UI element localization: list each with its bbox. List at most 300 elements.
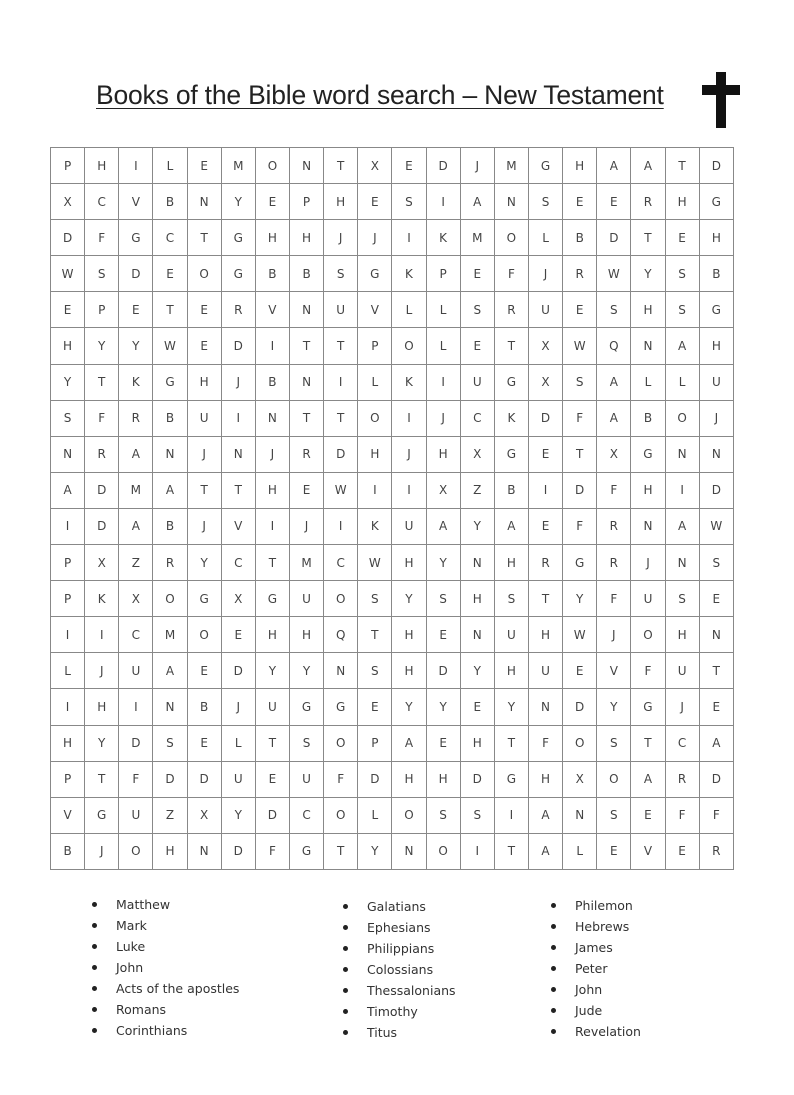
grid-cell: N [563,797,597,833]
grid-cell: X [426,472,460,508]
grid-cell: F [631,653,665,689]
bullet-icon [343,1030,348,1035]
word-list-item [551,1021,641,1042]
word-label: Luke [116,939,146,954]
grid-cell: T [699,653,733,689]
grid-cell: D [563,472,597,508]
grid-cell: O [392,797,426,833]
grid-cell: Y [255,653,289,689]
bullet-icon [551,903,556,908]
grid-cell: M [460,220,494,256]
bullet-icon [551,966,556,971]
word-list-item [551,937,641,958]
word-list-item [551,979,641,1000]
bullet-icon [92,944,97,949]
grid-cell: F [597,472,631,508]
grid-cell: K [392,256,426,292]
grid-cell: J [358,220,392,256]
grid-cell: K [85,581,119,617]
grid-row [51,653,734,689]
grid-cell: H [699,328,733,364]
word-list-item [343,1001,456,1022]
grid-cell: Y [426,545,460,581]
word-label: Titus [367,1025,398,1040]
grid-cell: S [460,797,494,833]
grid-cell: G [153,364,187,400]
grid-cell: U [255,689,289,725]
grid-cell: H [255,472,289,508]
grid-cell: T [255,725,289,761]
grid-cell: T [631,725,665,761]
grid-cell: G [85,797,119,833]
grid-cell: K [358,508,392,544]
grid-cell: Y [460,653,494,689]
grid-cell: E [460,328,494,364]
grid-cell: E [187,653,221,689]
grid-cell: R [563,256,597,292]
grid-cell: F [85,220,119,256]
word-label: Jude [575,1003,603,1018]
grid-cell: W [324,472,358,508]
grid-cell: S [324,256,358,292]
grid-cell: L [563,833,597,869]
grid-cell: E [153,256,187,292]
grid-cell: E [665,833,699,869]
grid-cell: G [358,256,392,292]
grid-cell: T [358,617,392,653]
grid-cell: C [324,545,358,581]
grid-cell: M [153,617,187,653]
grid-row [51,256,734,292]
grid-cell: T [221,472,255,508]
grid-cell: H [494,653,528,689]
grid-cell: D [153,761,187,797]
bullet-icon [343,967,348,972]
grid-cell: H [255,617,289,653]
grid-cell: G [289,833,323,869]
grid-cell: L [358,797,392,833]
grid-cell: H [665,617,699,653]
grid-cell: E [699,689,733,725]
grid-cell: L [426,292,460,328]
grid-cell: G [324,689,358,725]
grid-cell: I [460,833,494,869]
grid-cell: I [51,508,85,544]
grid-cell: R [221,292,255,328]
word-label: Matthew [116,897,171,912]
grid-cell: D [51,220,85,256]
grid-cell: A [51,472,85,508]
grid-cell: A [528,797,562,833]
grid-cell: I [358,472,392,508]
grid-cell: D [85,508,119,544]
grid-cell: H [153,833,187,869]
grid-cell: B [289,256,323,292]
grid-cell: X [528,328,562,364]
grid-cell: J [631,545,665,581]
grid-cell: D [221,653,255,689]
grid-cell: N [494,184,528,220]
grid-cell: E [187,725,221,761]
grid-cell: E [665,220,699,256]
grid-cell: W [563,617,597,653]
word-list-item [343,980,456,1001]
grid-cell: U [289,581,323,617]
grid-cell: T [324,833,358,869]
word-label: Colossians [367,962,434,977]
grid-cell: E [597,833,631,869]
grid-cell: J [187,508,221,544]
grid-cell: T [324,148,358,184]
grid-cell: R [85,436,119,472]
grid-cell: P [51,545,85,581]
grid-cell: I [85,617,119,653]
word-list-item [92,1020,239,1041]
grid-cell: N [392,833,426,869]
grid-cell: D [699,148,733,184]
grid-cell: S [51,400,85,436]
grid-cell: M [119,472,153,508]
grid-cell: S [289,725,323,761]
grid-cell: Q [324,617,358,653]
grid-cell: Y [631,256,665,292]
grid-cell: H [392,761,426,797]
grid-cell: B [187,689,221,725]
grid-cell: F [563,400,597,436]
grid-cell: E [631,797,665,833]
grid-cell: J [221,364,255,400]
bullet-icon [92,902,97,907]
bullet-icon [92,986,97,991]
word-label: Thessalonians [367,983,456,998]
grid-cell: Y [289,653,323,689]
grid-cell: N [665,545,699,581]
grid-cell: Y [392,689,426,725]
grid-cell: O [563,725,597,761]
word-list-item [551,1000,641,1021]
grid-cell: H [631,292,665,328]
grid-row [51,292,734,328]
grid-cell: N [528,689,562,725]
grid-cell: H [85,148,119,184]
word-list-item [92,915,239,936]
grid-cell: H [187,364,221,400]
grid-cell: J [85,833,119,869]
grid-cell: T [85,761,119,797]
grid-row [51,148,734,184]
cross-icon [702,72,740,128]
grid-row [51,797,734,833]
word-list-item [92,999,239,1020]
grid-cell: R [494,292,528,328]
grid-cell: L [153,148,187,184]
grid-cell: S [358,653,392,689]
grid-cell: I [221,400,255,436]
grid-cell: I [255,508,289,544]
grid-cell: H [563,148,597,184]
word-list-item [92,978,239,999]
grid-cell: D [426,148,460,184]
grid-cell: N [289,364,323,400]
grid-cell: S [426,581,460,617]
grid-cell: E [187,328,221,364]
grid-cell: J [699,400,733,436]
grid-cell: N [187,184,221,220]
grid-cell: O [187,256,221,292]
grid-cell: L [358,364,392,400]
grid-cell: U [528,292,562,328]
grid-cell: J [426,400,460,436]
grid-cell: U [119,653,153,689]
grid-cell: A [631,761,665,797]
grid-cell: S [494,581,528,617]
grid-cell: A [665,328,699,364]
grid-row [51,328,734,364]
grid-cell: C [289,797,323,833]
grid-cell: N [255,400,289,436]
grid-cell: J [528,256,562,292]
grid-cell: S [597,797,631,833]
grid-cell: H [392,545,426,581]
grid-cell: G [631,436,665,472]
grid-cell: F [324,761,358,797]
grid-cell: G [187,581,221,617]
grid-cell: Y [85,328,119,364]
grid-cell: B [563,220,597,256]
word-list-item [343,938,456,959]
grid-cell: F [528,725,562,761]
grid-cell: X [528,364,562,400]
word-list-item [551,916,641,937]
grid-cell: O [426,833,460,869]
grid-cell: V [597,653,631,689]
grid-cell: S [460,292,494,328]
grid-cell: H [528,617,562,653]
grid-cell: F [85,400,119,436]
grid-cell: O [358,400,392,436]
grid-cell: A [494,508,528,544]
word-list-column-1 [92,894,239,1041]
bullet-icon [551,1008,556,1013]
grid-cell: E [563,292,597,328]
grid-cell: R [153,545,187,581]
grid-row [51,725,734,761]
grid-cell: F [563,508,597,544]
grid-cell: I [51,689,85,725]
grid-cell: A [528,833,562,869]
grid-cell: A [119,436,153,472]
grid-cell: P [289,184,323,220]
grid-cell: B [153,400,187,436]
grid-cell: Q [597,328,631,364]
grid-cell: S [392,184,426,220]
grid-cell: I [392,220,426,256]
grid-cell: E [392,148,426,184]
grid-cell: T [494,328,528,364]
grid-cell: L [665,364,699,400]
grid-cell: T [187,472,221,508]
grid-cell: J [665,689,699,725]
grid-cell: E [426,617,460,653]
word-label: Timothy [367,1004,418,1019]
grid-cell: A [699,725,733,761]
grid-cell: E [187,292,221,328]
grid-cell: S [426,797,460,833]
grid-cell: B [51,833,85,869]
grid-cell: Z [119,545,153,581]
grid-cell: G [119,220,153,256]
grid-cell: A [631,148,665,184]
grid-cell: A [153,472,187,508]
grid-row [51,545,734,581]
grid-cell: T [528,581,562,617]
grid-cell: I [324,364,358,400]
grid-cell: V [51,797,85,833]
grid-cell: Y [221,797,255,833]
grid-cell: G [494,364,528,400]
grid-cell: E [563,653,597,689]
grid-cell: I [51,617,85,653]
grid-cell: O [187,617,221,653]
grid-row [51,220,734,256]
grid-cell: T [631,220,665,256]
grid-cell: X [597,436,631,472]
grid-cell: F [665,797,699,833]
grid-cell: J [221,689,255,725]
grid-cell: O [324,797,358,833]
grid-cell: X [187,797,221,833]
word-list-item [343,896,456,917]
grid-cell: N [699,436,733,472]
grid-row [51,436,734,472]
grid-cell: G [255,581,289,617]
grid-cell: L [631,364,665,400]
grid-cell: N [289,292,323,328]
bullet-icon [551,945,556,950]
page-title: Books of the Bible word search – New Testament [96,80,664,110]
grid-cell: U [187,400,221,436]
grid-cell: O [324,725,358,761]
grid-cell: H [324,184,358,220]
grid-cell: E [358,689,392,725]
grid-cell: V [221,508,255,544]
grid-cell: A [597,148,631,184]
grid-cell: T [289,400,323,436]
grid-cell: F [119,761,153,797]
grid-cell: T [563,436,597,472]
grid-cell: N [631,508,665,544]
grid-cell: S [153,725,187,761]
grid-cell: C [85,184,119,220]
grid-cell: K [392,364,426,400]
grid-cell: Z [153,797,187,833]
grid-cell: D [187,761,221,797]
grid-cell: D [563,689,597,725]
bullet-icon [92,923,97,928]
grid-cell: U [392,508,426,544]
grid-cell: T [153,292,187,328]
bullet-icon [343,1009,348,1014]
grid-cell: D [699,472,733,508]
grid-cell: A [153,653,187,689]
grid-cell: C [460,400,494,436]
grid-cell: S [358,581,392,617]
grid-cell: N [289,148,323,184]
grid-cell: O [392,328,426,364]
grid-cell: B [153,508,187,544]
grid-cell: B [153,184,187,220]
grid-cell: W [563,328,597,364]
grid-cell: F [255,833,289,869]
grid-cell: T [665,148,699,184]
grid-cell: P [51,581,85,617]
grid-cell: F [494,256,528,292]
grid-cell: D [324,436,358,472]
word-label: Hebrews [575,919,630,934]
grid-cell: H [426,761,460,797]
grid-cell: G [699,292,733,328]
grid-cell: B [699,256,733,292]
grid-cell: P [426,256,460,292]
grid-cell: D [119,256,153,292]
grid-cell: F [699,797,733,833]
grid-cell: E [289,472,323,508]
grid-cell: D [597,220,631,256]
grid-cell: S [597,292,631,328]
grid-cell: H [85,689,119,725]
grid-cell: M [494,148,528,184]
grid-cell: T [255,545,289,581]
grid-cell: R [631,184,665,220]
word-list-column-3 [551,895,641,1042]
grid-cell: P [358,328,392,364]
grid-cell: U [494,617,528,653]
grid-cell: H [289,617,323,653]
word-label: Philippians [367,941,435,956]
grid-cell: D [528,400,562,436]
grid-cell: E [460,689,494,725]
grid-cell: T [494,725,528,761]
grid-cell: D [460,761,494,797]
grid-cell: W [699,508,733,544]
grid-cell: R [699,833,733,869]
grid-cell: I [324,508,358,544]
grid-cell: H [528,761,562,797]
grid-cell: A [665,508,699,544]
grid-cell: W [153,328,187,364]
grid-cell: U [221,761,255,797]
bullet-icon [343,988,348,993]
grid-cell: E [563,184,597,220]
grid-cell: D [85,472,119,508]
grid-cell: L [528,220,562,256]
grid-cell: O [324,581,358,617]
grid-cell: J [85,653,119,689]
grid-row [51,581,734,617]
grid-cell: R [289,436,323,472]
grid-cell: E [358,184,392,220]
grid-cell: G [221,256,255,292]
grid-cell: Y [563,581,597,617]
grid-cell: H [460,725,494,761]
bullet-icon [551,1029,556,1034]
grid-cell: R [597,508,631,544]
grid-cell: Z [460,472,494,508]
bullet-icon [92,1007,97,1012]
word-label: Revelation [575,1024,641,1039]
grid-cell: V [119,184,153,220]
grid-cell: I [392,472,426,508]
